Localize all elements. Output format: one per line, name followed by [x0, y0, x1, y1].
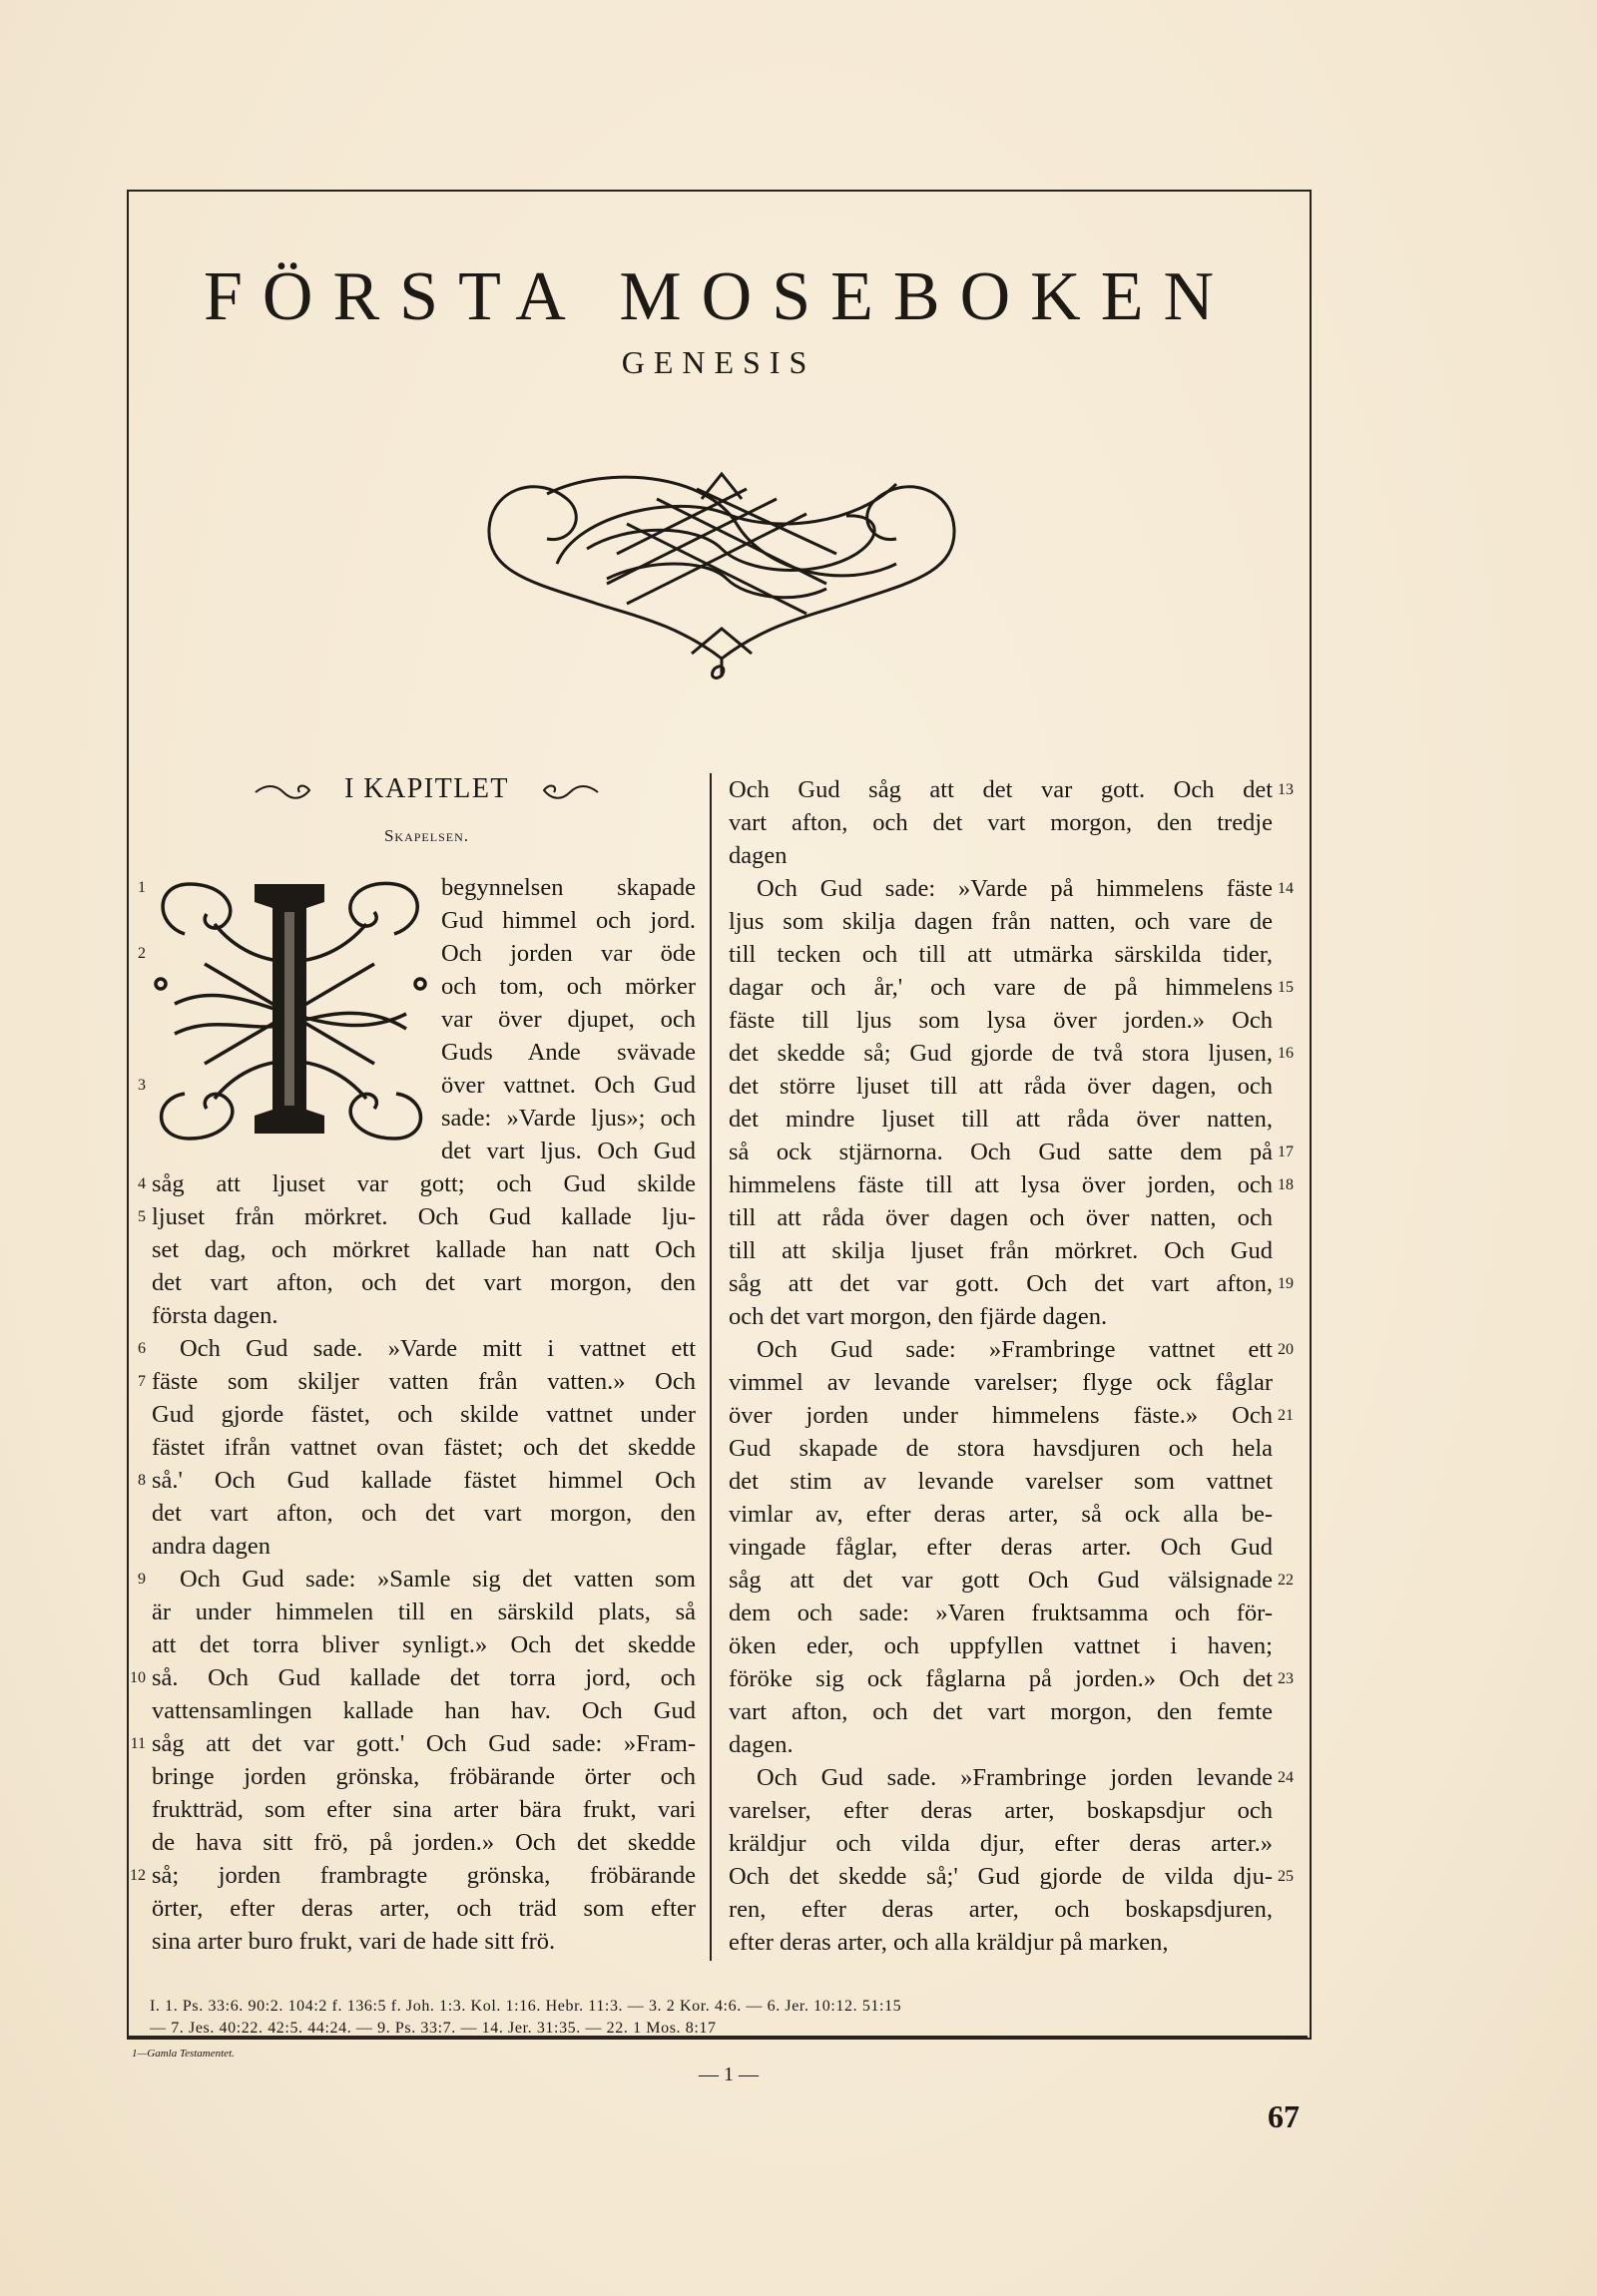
verse-number: 24 — [1278, 1769, 1294, 1786]
text-line: vattensamlingen kallade han hav. Och Gud — [152, 1697, 696, 1724]
text-line: Gud himmel och jord. — [441, 907, 696, 934]
left-flourish-icon — [254, 780, 313, 802]
text-line: fruktträd, som efter sina arter bära frukt, vari — [152, 1796, 696, 1823]
verse-number: 25 — [1278, 1868, 1294, 1885]
text-line: till tecken och till att utmärka särskilda tider, — [729, 941, 1273, 968]
verse-number: 8 — [138, 1472, 146, 1489]
text-line: Guds Ande svävade — [441, 1039, 696, 1066]
text-line: Och Gud sade. »Frambringe jorden levande — [757, 1764, 1273, 1791]
verse-number: 6 — [138, 1340, 146, 1357]
verse-number: 20 — [1278, 1341, 1294, 1358]
text-line: ljuset från mörkret. Och Gud kallade lju- — [152, 1203, 696, 1230]
verse-number: 13 — [1278, 781, 1294, 798]
verse-number: 18 — [1278, 1176, 1294, 1193]
page-number: 67 — [1268, 2098, 1300, 2134]
text-line: till att skilja ljuset från mörkret. Och Gud — [729, 1237, 1273, 1264]
text-line: Och jorden var öde — [441, 940, 696, 967]
text-line: såg att det var gott.' Och Gud sade: »Fram- — [152, 1730, 696, 1757]
text-line: det mindre ljuset till att råda över natten, — [729, 1106, 1273, 1133]
text-line: efter deras arter, och alla kräldjur på marken, — [729, 1929, 1169, 1956]
text-line: sade: »Varde ljus»; och — [441, 1105, 696, 1132]
verse-number: 17 — [1278, 1144, 1294, 1160]
text-line: vimmel av levande varelser; flyge ock fåglar — [729, 1369, 1273, 1396]
text-line: över jorden under himmelens fäste.» Och — [729, 1402, 1273, 1429]
text-line: det vart afton, och det vart morgon, den — [152, 1500, 696, 1527]
verse-number: 3 — [138, 1077, 146, 1094]
text-line: dem och sade: »Varen fruktsamma och för- — [729, 1600, 1273, 1626]
chapter-label: I KAPITLET — [343, 773, 510, 804]
text-line: Och Gud sade: »Samle sig det vatten som — [180, 1566, 696, 1593]
verse-number: 23 — [1278, 1670, 1294, 1687]
text-line: såg att ljuset var gott; och Gud skilde — [152, 1170, 696, 1197]
text-line: och det vart morgon, den fjärde dagen. — [729, 1303, 1108, 1330]
column-divider — [710, 773, 712, 1961]
text-line: dagen. — [729, 1731, 794, 1758]
verse-number: 9 — [138, 1571, 146, 1588]
text-line: såg att det var gott. Och det vart afton, — [729, 1270, 1273, 1297]
chapter-heading — [150, 773, 704, 805]
text-line: dagen — [729, 842, 788, 869]
text-line: att det torra bliver synligt.» Och det skedde — [152, 1631, 696, 1658]
text-line: Och Gud såg att det var gott. Och det — [729, 776, 1273, 803]
verse-number: 19 — [1278, 1275, 1294, 1292]
verse-number: 12 — [130, 1867, 146, 1884]
text-line: till att råda över dagen och över natten, och — [729, 1204, 1273, 1231]
text-line: är under himmelen till en särskild plats, så — [152, 1599, 696, 1625]
verse-number: 11 — [130, 1735, 146, 1752]
text-line: de hava sitt frö, på jorden.» Och det skedde — [152, 1829, 696, 1856]
text-line: fästet ifrån vattnet ovan fästet; och det skedde — [152, 1434, 696, 1461]
text-line: ren, efter deras arter, och boskapsdjuren, — [729, 1896, 1273, 1923]
verse-number: 1 — [138, 879, 146, 896]
text-line: så ock stjärnorna. Och Gud satte dem på — [729, 1139, 1273, 1165]
text-line: vart afton, och det vart morgon, den tredje — [729, 809, 1273, 836]
verse-number: 14 — [1278, 880, 1294, 897]
footer-rule — [127, 2036, 1308, 2038]
verse-number: 5 — [138, 1208, 146, 1225]
text-line: föröke sig ock fåglarna på jorden.» Och det — [729, 1665, 1273, 1692]
decorated-initial-icon — [145, 864, 436, 1153]
page-signature: — 1 — — [699, 2064, 759, 2085]
text-line: begynnelsen skapade — [441, 874, 696, 901]
text-line: andra dagen — [152, 1533, 271, 1560]
text-line: över vattnet. Och Gud — [441, 1072, 696, 1099]
footer-note: 1—Gamla Testamentet. — [132, 2048, 235, 2060]
text-line: och tom, och mörker — [441, 973, 696, 1000]
verse-number: 2 — [138, 945, 146, 962]
text-line: vingade fåglar, efter deras arter. Och Gud — [729, 1534, 1273, 1561]
cross-reference-line: — 7. Jes. 40:22. 42:5. 44:24. — 9. Ps. 33:7. — 14. Jer. 31:35. — 22. 1 Mos. 8:17 — [150, 2020, 717, 2037]
text-line: Och Gud sade. »Varde mitt i vattnet ett — [180, 1335, 696, 1362]
cross-references — [150, 1996, 1298, 2040]
text-line: var över djupet, och — [441, 1006, 696, 1033]
text-line: det stim av levande varelser som vattnet — [729, 1468, 1273, 1495]
text-line: sina arter buro frukt, vari de hade sitt frö. — [152, 1928, 556, 1955]
text-line: såg att det var gott Och Gud välsignade — [729, 1567, 1273, 1594]
section-heading: Skapelsen. — [383, 826, 470, 845]
text-line: det vart ljus. Och Gud — [441, 1138, 696, 1164]
text-line: örter, efter deras arter, och träd som efter — [152, 1895, 696, 1922]
verse-number: 10 — [130, 1669, 146, 1686]
right-flourish-icon — [540, 780, 600, 802]
text-line: fäste som skiljer vatten från vatten.» Och — [152, 1368, 696, 1395]
text-line: vart afton, och det vart morgon, den femte — [729, 1698, 1273, 1725]
book-title: FÖRSTA MOSEBOKEN — [203, 258, 1235, 335]
text-line: Och det skedde så;' Gud gjorde de vilda dju- — [729, 1863, 1273, 1890]
text-line: så; jorden frambragte grönska, fröbärande — [152, 1862, 696, 1889]
text-line: första dagen. — [152, 1302, 278, 1329]
cross-reference-line: I. 1. Ps. 33:6. 90:2. 104:2 f. 136:5 f. Joh. 1:3. Kol. 1:16. Hebr. 11:3. — 3. 2 Kor. 4:6. — 6. Jer. 10:12. 51:15 — [150, 1998, 902, 2015]
text-line: himmelens fäste till att lysa över jorden, och — [729, 1171, 1273, 1198]
calligraphic-ornament-icon — [477, 454, 966, 684]
text-line: öken eder, och uppfyllen vattnet i haven; — [729, 1632, 1273, 1659]
text-line: det skedde så; Gud gjorde de två stora ljusen, — [729, 1040, 1273, 1067]
text-line: varelser, efter deras arter, boskapsdjur och — [729, 1797, 1273, 1824]
text-line: så. Och Gud kallade det torra jord, och — [152, 1664, 696, 1691]
text-line: det större ljuset till att råda över dagen, och — [729, 1073, 1273, 1100]
verse-number: 15 — [1278, 979, 1294, 996]
text-line: Och Gud sade: »Varde på himmelens fäste — [757, 875, 1273, 902]
verse-number: 22 — [1278, 1572, 1294, 1589]
text-line: fäste till ljus som lysa över jorden.» Och — [729, 1007, 1273, 1034]
text-line: set dag, och mörkret kallade han natt Och — [152, 1236, 696, 1263]
verse-number: 4 — [138, 1175, 146, 1192]
text-line: Gud skapade de stora havsdjuren och hela — [729, 1435, 1273, 1462]
verse-number: 16 — [1278, 1045, 1294, 1062]
text-line: kräldjur och vilda djur, efter deras arter.» — [729, 1830, 1273, 1857]
text-line: dagar och år,' och vare de på himmelens — [729, 974, 1273, 1001]
text-line: ljus som skilja dagen från natten, och vare de — [729, 908, 1273, 935]
verse-number: 7 — [138, 1373, 146, 1390]
text-line: vimlar av, efter deras arter, så ock alla be- — [729, 1501, 1273, 1528]
text-line: Och Gud sade: »Frambringe vattnet ett — [757, 1336, 1273, 1363]
verse-number: 21 — [1278, 1407, 1294, 1424]
text-line: så.' Och Gud kallade fästet himmel Och — [152, 1467, 696, 1494]
book-subtitle: GENESIS — [621, 344, 816, 380]
text-line: det vart afton, och det vart morgon, den — [152, 1269, 696, 1296]
text-line: bringe jorden grönska, fröbärande örter och — [152, 1763, 696, 1790]
text-line: Gud gjorde fästet, och skilde vattnet under — [152, 1401, 696, 1428]
